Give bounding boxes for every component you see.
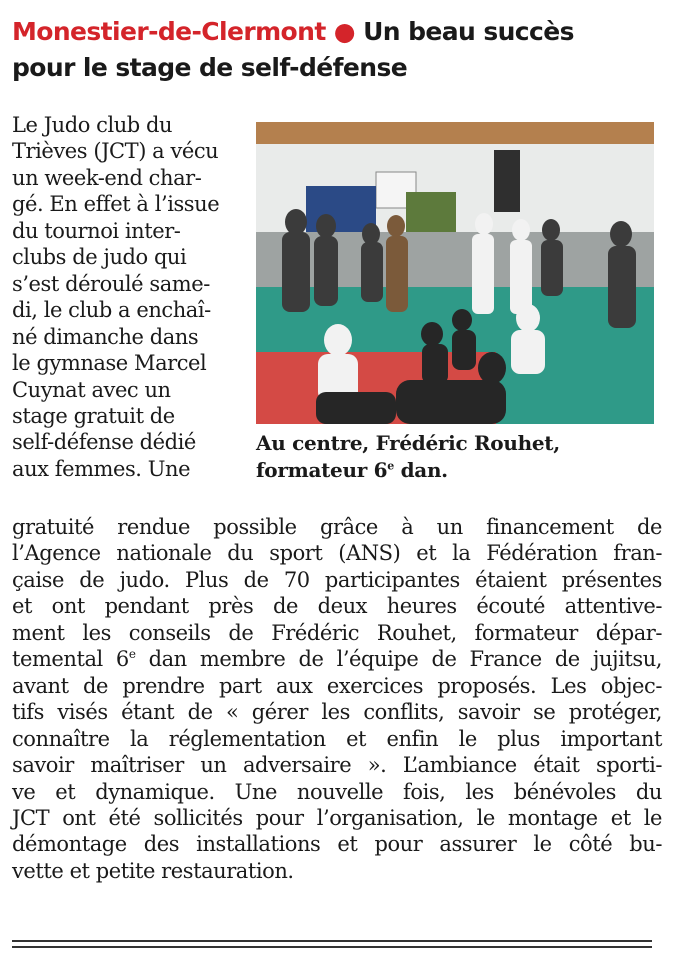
article-line: stage gratuit de	[12, 403, 175, 428]
article-text: dan membre de l’équipe de France de jujitsu,	[135, 647, 662, 672]
article-line: l’Agence nationale du sport (ANS) et la Fédération fran-	[12, 541, 662, 566]
bottom-rule	[12, 946, 652, 948]
headline-title-line2: pour le stage de self-défense	[12, 53, 408, 82]
article-line: JCT ont été sollicités pour l’organisation, le montage et le	[12, 805, 662, 830]
article-line: Le Judo club du	[12, 113, 173, 137]
article-line: gé. En effet à l’issue	[12, 192, 220, 217]
article-line: self-défense dédié	[12, 430, 196, 455]
article-full-width-text	[12, 514, 662, 884]
article-line: vette et petite restauration.	[12, 858, 294, 883]
article-line: tifs visés étant de « gérer les conflits, savoir se protéger,	[12, 700, 662, 725]
article-line: et ont pendant près de deux heures écouté attentive-	[12, 594, 662, 619]
headline-bullet: ●	[325, 17, 364, 46]
caption-text: formateur 6	[256, 458, 388, 482]
headline	[12, 14, 662, 86]
article-line: Cuynat avec un	[12, 377, 171, 402]
bottom-rule	[12, 940, 652, 942]
article-line: aux femmes. Une	[12, 456, 191, 481]
article-line: gratuité rendue possible grâce à un financement de	[12, 515, 662, 539]
article-line: Trièves (JCT) a vécu	[12, 139, 219, 164]
article-line: avant de prendre part aux exercices proposés. Les objec-	[12, 673, 662, 698]
article-line: ment les conseils de Frédéric Rouhet, formateur dépar-	[12, 620, 662, 645]
headline-title-line1: Un beau succès	[363, 17, 574, 46]
article-line: çaise de judo. Plus de 70 participantes étaient présentes	[12, 567, 662, 592]
article-line: le gymnase Marcel	[12, 351, 207, 376]
article-line: di, le club a enchaî-	[12, 298, 211, 323]
article-line: démontage des installations et pour assurer le côté bu-	[12, 832, 662, 857]
article-column-text	[12, 112, 250, 482]
caption-text: dan.	[393, 458, 448, 482]
article-line: savoir maîtriser un adversaire ». L’ambiance était sporti-	[12, 753, 662, 778]
caption-line: Au centre, Frédéric Rouhet,	[256, 431, 560, 455]
article-line: s’est déroulé same-	[12, 271, 210, 296]
article-line: connaître la réglementation et enfin le plus important	[12, 726, 662, 751]
judo-gym-photo	[256, 122, 654, 424]
caption-line	[256, 457, 656, 484]
article-superscript: e	[128, 647, 136, 662]
article-line: ve et dynamique. Une nouvelle fois, les bénévoles du	[12, 779, 662, 804]
article-line: né dimanche dans	[12, 324, 199, 349]
photo-caption	[256, 430, 656, 484]
article-line: un week-end char-	[12, 165, 202, 190]
article-line: clubs de judo qui	[12, 245, 187, 270]
headline-location: Monestier-de-Clermont	[12, 17, 326, 46]
article-photo	[256, 122, 654, 424]
article-line	[12, 646, 662, 672]
article-text: temental 6	[12, 647, 129, 672]
caption-superscript: e	[387, 459, 394, 473]
article-line: du tournoi inter-	[12, 218, 181, 243]
